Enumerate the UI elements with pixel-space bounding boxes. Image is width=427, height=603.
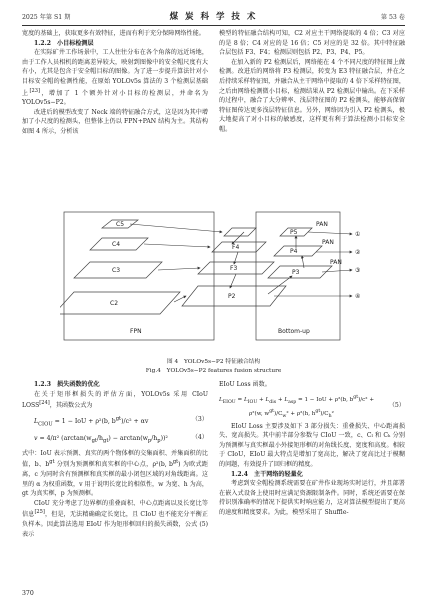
node-label: C2	[110, 300, 119, 307]
page-number: 370	[22, 590, 34, 597]
left-column-bottom	[22, 380, 208, 539]
pan-label: PAN	[322, 239, 334, 246]
fusion-diagram	[60, 210, 370, 350]
paragraph: CIoU 充分考虑了边界框的重叠面积、中心点距离以及长宽比等信息[25]，但是，无法精确确定长宽比，且 CIoU 也不能充分平衡正负样本。因此算法选用 EIoU 作为矩形框回归的损失函数，公式 (5) 表示	[22, 499, 209, 538]
journal-title: 煤 炭 科 学 技 术	[169, 12, 258, 22]
head-index: ④	[355, 293, 361, 300]
equation-5: $L_{EIOU} = L_{IOU} + L_{dis} + L_{asp} = 1$ − IoU + ρ²(b, $b^{gt})/c^2$ + ρ²(w, $w^{gt})/C_w^2 + \rho^2(h$, $h^{gt})/C_h^2$ （5）	[219, 394, 405, 419]
bottom-up-label: Bottom-up	[278, 328, 310, 335]
issue-label: 2025 年第 S1 期	[22, 14, 71, 21]
header-rule	[22, 25, 405, 26]
paragraph: 考虑到安全帽检测系统需要在矿井作业现场实时运行，并且部署在嵌入式设备上使用时应满足资源限制条件。同时，系统还需要在保持识别准确率的情况下提供实时响应能力，这对算法模型提出了更高的速度和精度要求。为此，模型采用了 Shuffle-	[219, 480, 405, 516]
paragraph: 改进后的模型改变了 Neck 端的特征融合方式，这是因为其中增加了小尺度的检测头，但整体上仍以 FPN+PAN 结构为主。其结构如图 4 所示，分析该	[22, 108, 208, 135]
node-label: C5	[116, 221, 125, 228]
paragraph: 式中：IoU 表示预测、真实的两个物体框的交集面积、并集面积的比值，b、$b^{gt}$ 分别为预测框和真实框的中心点，ρ²(b, $b^{gt}$) 为欧式距离，c 为同时含有预测框和真实框的最小闭包区域的对角线距离。这里的 α 为权重函数，v 用于说明长宽比的相似性，w 为宽、h 为高，gt 为真实框，p 为预测框。	[22, 449, 208, 498]
pan-label: PAN	[316, 221, 328, 228]
fpn-label: FPN	[130, 328, 142, 335]
plane-c2	[60, 292, 180, 314]
equation-3: $L_{CIOU} = 1$ − IoU + ρ²(b, $b^{gt})/c^2 + \alpha v$ （3）	[34, 415, 208, 428]
node-label: P4	[290, 248, 298, 255]
plane-p5	[224, 228, 256, 236]
section-heading: 1.2.3 损失函数的优化	[34, 381, 100, 388]
volume-label: 第 53 卷	[380, 14, 405, 21]
head-index: ②	[355, 249, 361, 256]
paragraph: 宽度的基础上，获取更多有效特征，进而有利于充分保障网络性能。	[22, 30, 205, 37]
equation-4: v = 4/π² $(\arctan(w_{gt}/h_{gt}) - \arctan(w_p/h_p))^2$ （4）	[34, 433, 208, 445]
figure-caption-en: Fig.4 YOLOv5s−P2 features fusion structure	[145, 368, 282, 374]
head-index: ①	[355, 231, 361, 238]
node-label: P3	[292, 269, 300, 276]
pan-label: PAN	[330, 259, 342, 266]
node-label: C3	[112, 267, 121, 274]
node-label: F3	[230, 265, 238, 272]
node-label: P2	[228, 293, 236, 300]
paragraph: 在关于矩形框损失的评估方面，YOLOv5s 采用 CIoU LOSS[24]，其函数公式为	[22, 390, 208, 410]
node-label: C4	[112, 241, 121, 248]
paragraph: 模型的特征融合结构可知，C2 对应主干网络提取的 4 倍；C3 对应的是 8 倍；C4 对应的是 16 倍；C5 对应的是 32 倍。其中特征融合层包括 F3、F4；检测层则包括 P2、P3、P4、P5。	[219, 30, 405, 57]
right-column-top	[219, 29, 405, 135]
left-column-top	[22, 29, 208, 137]
plane-pan-2	[274, 246, 322, 256]
paragraph: EIoU Loss 主要涉及如下 3 部分损失：重叠损失、中心距离损失、宽高损失。其中前半部分参数与 CIoU 一致，c、Cₗ 和 Cₕ 分别为预测框与真实框最小外接矩形框的对角线长度、宽度和高度。相较于 CIoU，EIoU 最大特点是增加了宽高比，解决了宽高比过于模糊的问题，有效提升了回归框的精度。	[219, 422, 405, 468]
node-label: F4	[232, 244, 240, 251]
head-index: ③	[355, 267, 361, 274]
section-heading: 1.2.2 小目标检测层	[34, 39, 94, 47]
figure-caption-cn: 图 4 YOLOv5s−P2 特征融合结构	[166, 359, 261, 365]
right-column-bottom	[219, 380, 405, 518]
figure-4	[60, 210, 370, 350]
section-heading: 1.2.4 主干网络的轻量化	[231, 470, 303, 478]
paragraph: 在实际矿井工作场景中，工人往往分布在各个角落的远近场地，由于工作人员相机的距离差异较大，映射到图像中的安全帽尺度有大有小，尤其是包含于安全帽目标的图像。为了进一步提升算法针对小目标安全帽的检测性能，在原始 YOLOv5s 算法的 3 个检测层基础上[23]，增加了 1 个额外针对小目标的检测层，并命名为 YOLOv5s−P2。	[22, 49, 208, 107]
paragraph: EIoU Loss 函数。	[219, 381, 271, 388]
node-label: P5	[290, 229, 298, 236]
paragraph: 在加入新的 P2 检测层后，网络能在 4 个不同尺度的特征图上做检测。改进后的网络将 P3 检测层，转变为 E3 特征融合层，并在之后持续采样特征图，并融合从主干网络中提取的 4 倍下采样特征图，之后由网络检测微小目标，检测结果从 P2 检测层中输出。在下采样的过程中，融合了大分辨率、浅层特征图的 P2 检测头，能够高保留特征图传达更多浅层特征信息。另外，网络因为引入 P2 检测头，极大地提高了对小目标的敏感度，这样更有利于算法检测小目标安全帽。	[219, 58, 405, 133]
